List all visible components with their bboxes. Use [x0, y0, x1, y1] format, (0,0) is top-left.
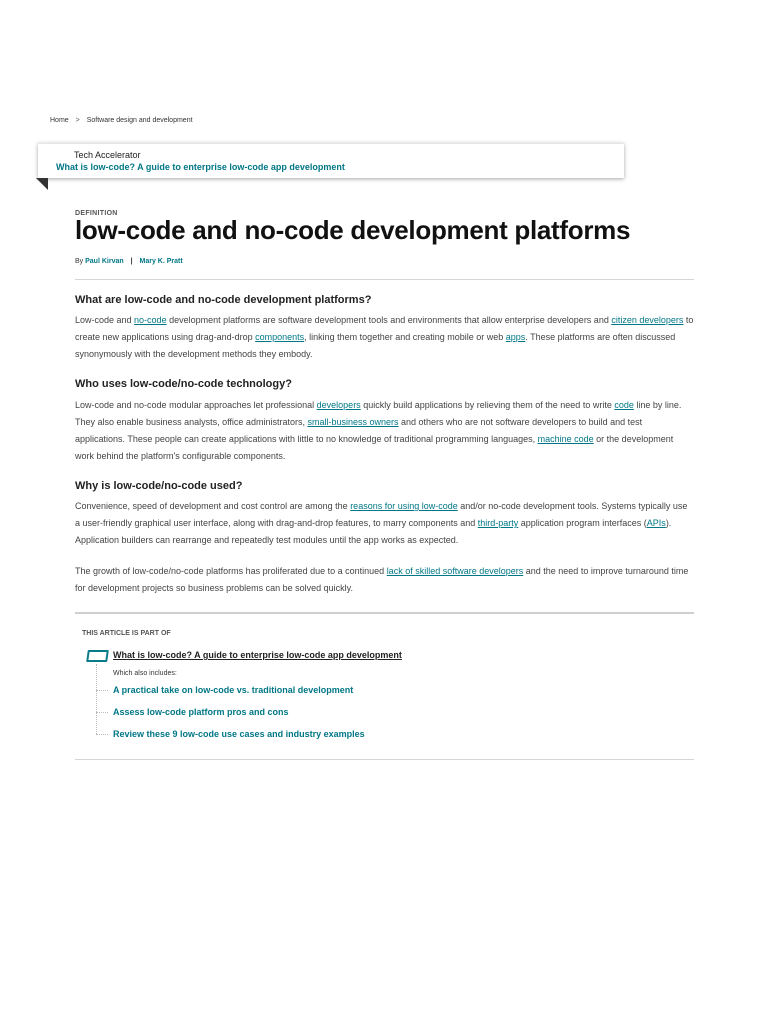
banner-fold-corner — [36, 178, 48, 190]
text: application program interfaces ( — [518, 518, 647, 528]
section-paragraph-what — [75, 312, 694, 363]
text: ). Application builders can rearrange and repeatedly test modules until the app works as expected. — [75, 518, 672, 545]
link-apis[interactable]: APIs — [646, 518, 666, 528]
byline — [75, 258, 183, 265]
divider — [75, 759, 694, 760]
related-article-link[interactable]: Assess low-code platform pros and cons — [113, 707, 289, 717]
section-paragraph-why-1 — [75, 498, 694, 549]
text: Low-code and — [75, 315, 135, 325]
breadcrumb — [50, 117, 198, 124]
text: to create new applications using drag-and-drop — [75, 315, 694, 342]
text: The growth of low-code/no-code platforms has proliferated due to a continued — [75, 566, 387, 576]
link-components[interactable]: components — [255, 332, 305, 342]
text: Convenience, speed of development and cost control are among the — [75, 501, 351, 511]
link-reasons-for-using-low-code[interactable]: reasons for using low-code — [350, 501, 458, 511]
divider — [75, 279, 694, 280]
link-code[interactable]: code — [614, 400, 634, 410]
link-lack-of-skilled-developers[interactable]: lack of skilled software developers — [386, 566, 524, 576]
author-link-1[interactable]: Paul Kirvan — [85, 258, 124, 265]
tree-connector — [96, 734, 108, 735]
accelerator-kicker: Tech Accelerator — [74, 150, 141, 160]
text: Low-code and no-code modular approaches let professional — [75, 400, 317, 410]
section-heading-why: Why is low-code/no-code used? — [75, 480, 243, 492]
text: or the development work behind the platform's configurable components. — [75, 434, 674, 461]
link-citizen-developers[interactable]: citizen developers — [611, 315, 684, 325]
tree-connector — [96, 690, 108, 691]
link-developers[interactable]: developers — [316, 400, 361, 410]
text: line by line. They also enable business analysts, office administrators, — [75, 400, 682, 427]
link-third-party[interactable]: third-party — [477, 518, 519, 528]
author-link-2[interactable]: Mary K. Pratt — [139, 258, 183, 265]
related-article-link[interactable]: A practical take on low-code vs. traditional development — [113, 685, 354, 695]
section-paragraph-who — [75, 397, 694, 465]
text: quickly build applications by relieving them of the need to write — [360, 400, 615, 410]
section-heading-who: Who uses low-code/no-code technology? — [75, 378, 292, 390]
text: and the need to improve turnaround time for development projects so business problems can be solved quickly. — [75, 566, 689, 593]
text: development platforms are software development tools and environments that allow enterprise developers and — [166, 315, 612, 325]
breadcrumb-home[interactable]: Home — [50, 117, 69, 124]
tech-accelerator-banner — [38, 143, 624, 178]
divider — [75, 612, 694, 614]
link-no-code[interactable]: no-code — [134, 315, 167, 325]
guide-link[interactable]: What is low-code? A guide to enterprise low-code app development — [113, 650, 402, 660]
link-apps[interactable]: apps — [505, 332, 526, 342]
byline-prefix: By — [75, 258, 84, 265]
text: and others who are not software developers to build and test applications. These people can create applications with little to no knowledge of traditional programming languages, — [75, 417, 643, 444]
section-paragraph-why-2 — [75, 563, 694, 597]
text: . These platforms are often discussed synonymously with the development methods they embody. — [75, 332, 676, 359]
tree-connector — [96, 664, 98, 734]
also-includes-label: Which also includes: — [113, 670, 177, 677]
link-small-business-owners[interactable]: small-business owners — [307, 417, 399, 427]
article-type-label: DEFINITION — [75, 210, 118, 217]
tree-connector — [96, 712, 108, 713]
text: and/or no-code development tools. Systems typically use a user-friendly graphical user interface, along with drag-and-drop features, to marry components and — [75, 501, 688, 528]
text: , linking them together and creating mobile or web — [304, 332, 506, 342]
breadcrumb-separator: > — [75, 117, 80, 124]
link-machine-code[interactable]: machine code — [537, 434, 594, 444]
folder-icon — [86, 650, 109, 662]
accelerator-link[interactable]: What is low-code? A guide to enterprise low-code app development — [56, 162, 345, 172]
part-of-label: THIS ARTICLE IS PART OF — [82, 630, 171, 637]
byline-separator: | — [130, 258, 133, 265]
related-article-link[interactable]: Review these 9 low-code use cases and industry examples — [113, 729, 365, 739]
page-title: low-code and no-code development platforms — [75, 215, 631, 245]
section-heading-what: What are low-code and no-code development platforms? — [75, 294, 372, 306]
breadcrumb-current[interactable]: Software design and development — [86, 117, 193, 124]
